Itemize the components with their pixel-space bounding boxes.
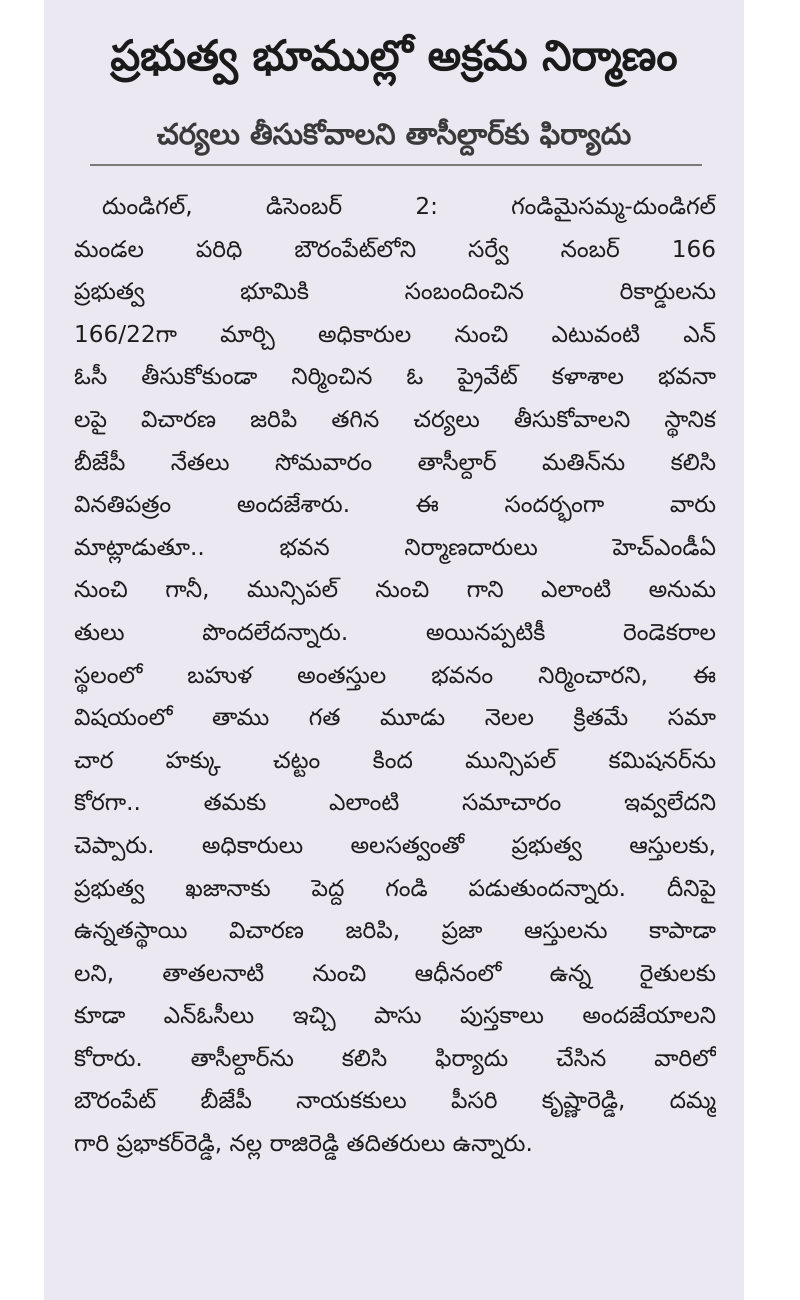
- article-line: విషయంలో తాము గత మూడు నెలల క్రితమే సమా: [74, 704, 716, 732]
- article-line: తులు పొందలేదన్నారు. అయినప్పటికీ రెండెకరాల: [74, 618, 716, 646]
- subheadline: చర్యలు తీసుకోవాలని తాసీల్దార్‌కు ఫిర్యాదు: [156, 117, 632, 151]
- article-line: ఉన్నతస్థాయి విచారణ జరిపి, ప్రజా ఆస్తులను కాపాడా: [74, 917, 716, 945]
- article-line: వినతిపత్రం అందజేశారు. ఈ సందర్భంగా వారు: [74, 491, 716, 519]
- article-line: 166/22గా మార్చి అధికారుల నుంచి ఎటువంటి ఎన్: [74, 320, 716, 348]
- article-line: నుంచి గానీ, మున్సిపల్ నుంచి గాని ఎలాంటి అనుమ: [74, 576, 716, 604]
- article-line: చెప్పారు. అధికారులు అలసత్వంతో ప్రభుత్వ ఆస్తులకు,: [74, 831, 716, 859]
- article-line: మాట్లాడుతూ.. భవన నిర్మాణదారులు హెచ్ఎండీఏ: [74, 533, 716, 561]
- article-line: బౌరంపేట్ బీజేపీ నాయకకులు పీసరి కృష్ణారెడ్డి, దమ్మ: [74, 1087, 716, 1115]
- article-line: స్థలంలో బహుళ అంతస్తుల భవనం నిర్మించారని, ఈ: [74, 661, 716, 689]
- article-line: లని, తాతలనాటి నుంచి ఆధీనంలో ఉన్న రైతులకు: [74, 959, 716, 987]
- article-line: బీజేపీ నేతలు సోమవారం తాసీల్దార్ మతిన్‌ను కలిసి: [74, 448, 716, 476]
- article-body: [74, 186, 716, 1166]
- article-line: గారి ప్రభాకర్‌రెడ్డి, నల్ల రాజిరెడ్డి తదితరులు ఉన్నారు.: [74, 1130, 533, 1158]
- article-line: లపై విచారణ జరిపి తగిన చర్యలు తీసుకోవాలని స్థానిక: [74, 405, 716, 433]
- article-line: కూడా ఎన్‌ఓసీలు ఇచ్చి పాసు పుస్తకాలు అందజేయాలని: [74, 1002, 716, 1030]
- article-line: చార హక్కు చట్టం కింద మున్సిపల్ కమిషనర్‌ను: [74, 746, 716, 774]
- article-line: ప్రభుత్వ ఖజానాకు పెద్ద గండి పడుతుందన్నారు. దీనిపై: [74, 874, 716, 902]
- newspaper-clipping: [44, 0, 744, 1300]
- article-line: కోరగా.. తమకు ఎలాంటి సమాచారం ఇవ్వలేదని: [74, 789, 716, 817]
- headline-divider: [90, 164, 702, 166]
- article-line: కోరారు. తాసీల్దార్‌ను కలిసి ఫిర్యాదు చేసిన వారిలో: [74, 1044, 716, 1072]
- article-line: మండల పరిధి బౌరంపేట్‌లోని సర్వే నంబర్ 166: [74, 235, 716, 263]
- article-line: ఓసీ తీసుకోకుండా నిర్మించిన ఓ ప్రైవేట్ కళాశాల భవనా: [74, 363, 716, 391]
- headline: ప్రభుత్వ భూముల్లో అక్రమ నిర్మాణం: [110, 31, 678, 80]
- article-line: దుండిగల్, డిసెంబర్ 2: గండిమైసమ్మ-దుండిగల్: [102, 193, 716, 220]
- article-line: ప్రభుత్వ భూమికి సంబందించిన రికార్డులను: [74, 278, 716, 306]
